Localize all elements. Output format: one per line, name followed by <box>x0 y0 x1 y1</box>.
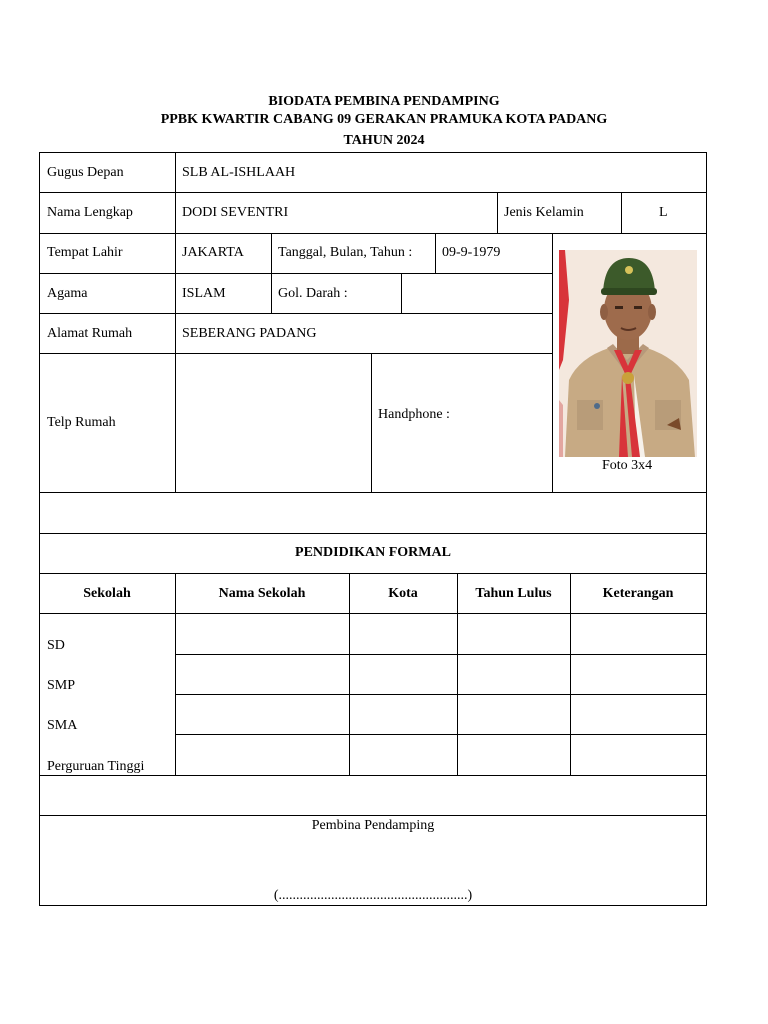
jenis-kelamin-value: L <box>659 205 668 220</box>
tanggal-lahir-value: 09-9-1979 <box>442 245 501 260</box>
agama-label: Agama <box>47 286 88 301</box>
alamat-label: Alamat Rumah <box>47 326 133 341</box>
nama-label: Nama Lengkap <box>47 205 133 220</box>
row-sekolah: SMA <box>47 718 78 733</box>
row-sekolah: SD <box>47 638 65 653</box>
handphone-label: Handphone : <box>378 407 450 422</box>
document-subtitle: PPBK KWARTIR CABANG 09 GERAKAN PRAMUKA KOTA PADANG <box>160 112 608 127</box>
column-header-nama-sekolah: Nama Sekolah <box>218 586 306 601</box>
telp-rumah-label: Telp Rumah <box>47 415 116 430</box>
tempat-lahir-value: JAKARTA <box>182 245 244 260</box>
row-sekolah: SMP <box>47 678 76 693</box>
tempat-lahir-label: Tempat Lahir <box>47 245 123 260</box>
column-header-keterangan: Keterangan <box>602 586 674 601</box>
document-year: TAHUN 2024 <box>343 133 425 148</box>
agama-value: ISLAM <box>182 286 226 301</box>
gugus-depan-label: Gugus Depan <box>47 165 124 180</box>
photo-caption: Foto 3x4 <box>602 458 653 473</box>
gugus-depan-value: SLB AL-ISHLAAH <box>182 165 296 180</box>
column-header-sekolah: Sekolah <box>83 586 131 601</box>
signature-placeholder: (......................................................) <box>273 888 473 903</box>
gol-darah-label: Gol. Darah : <box>278 286 348 301</box>
document-title: BIODATA PEMBINA PENDAMPING <box>268 94 500 109</box>
section-title-pendidikan: PENDIDIKAN FORMAL <box>295 545 451 560</box>
row-sekolah: Perguruan Tinggi <box>47 759 145 774</box>
column-header-tahun-lulus: Tahun Lulus <box>475 586 552 601</box>
nama-value: DODI SEVENTRI <box>182 205 289 220</box>
alamat-value: SEBERANG PADANG <box>182 326 317 341</box>
profile-photo <box>559 250 697 457</box>
jenis-kelamin-label: Jenis Kelamin <box>504 205 584 220</box>
tanggal-lahir-label: Tanggal, Bulan, Tahun : <box>278 245 413 260</box>
column-header-kota: Kota <box>388 586 418 601</box>
signature-title: Pembina Pendamping <box>311 818 435 833</box>
